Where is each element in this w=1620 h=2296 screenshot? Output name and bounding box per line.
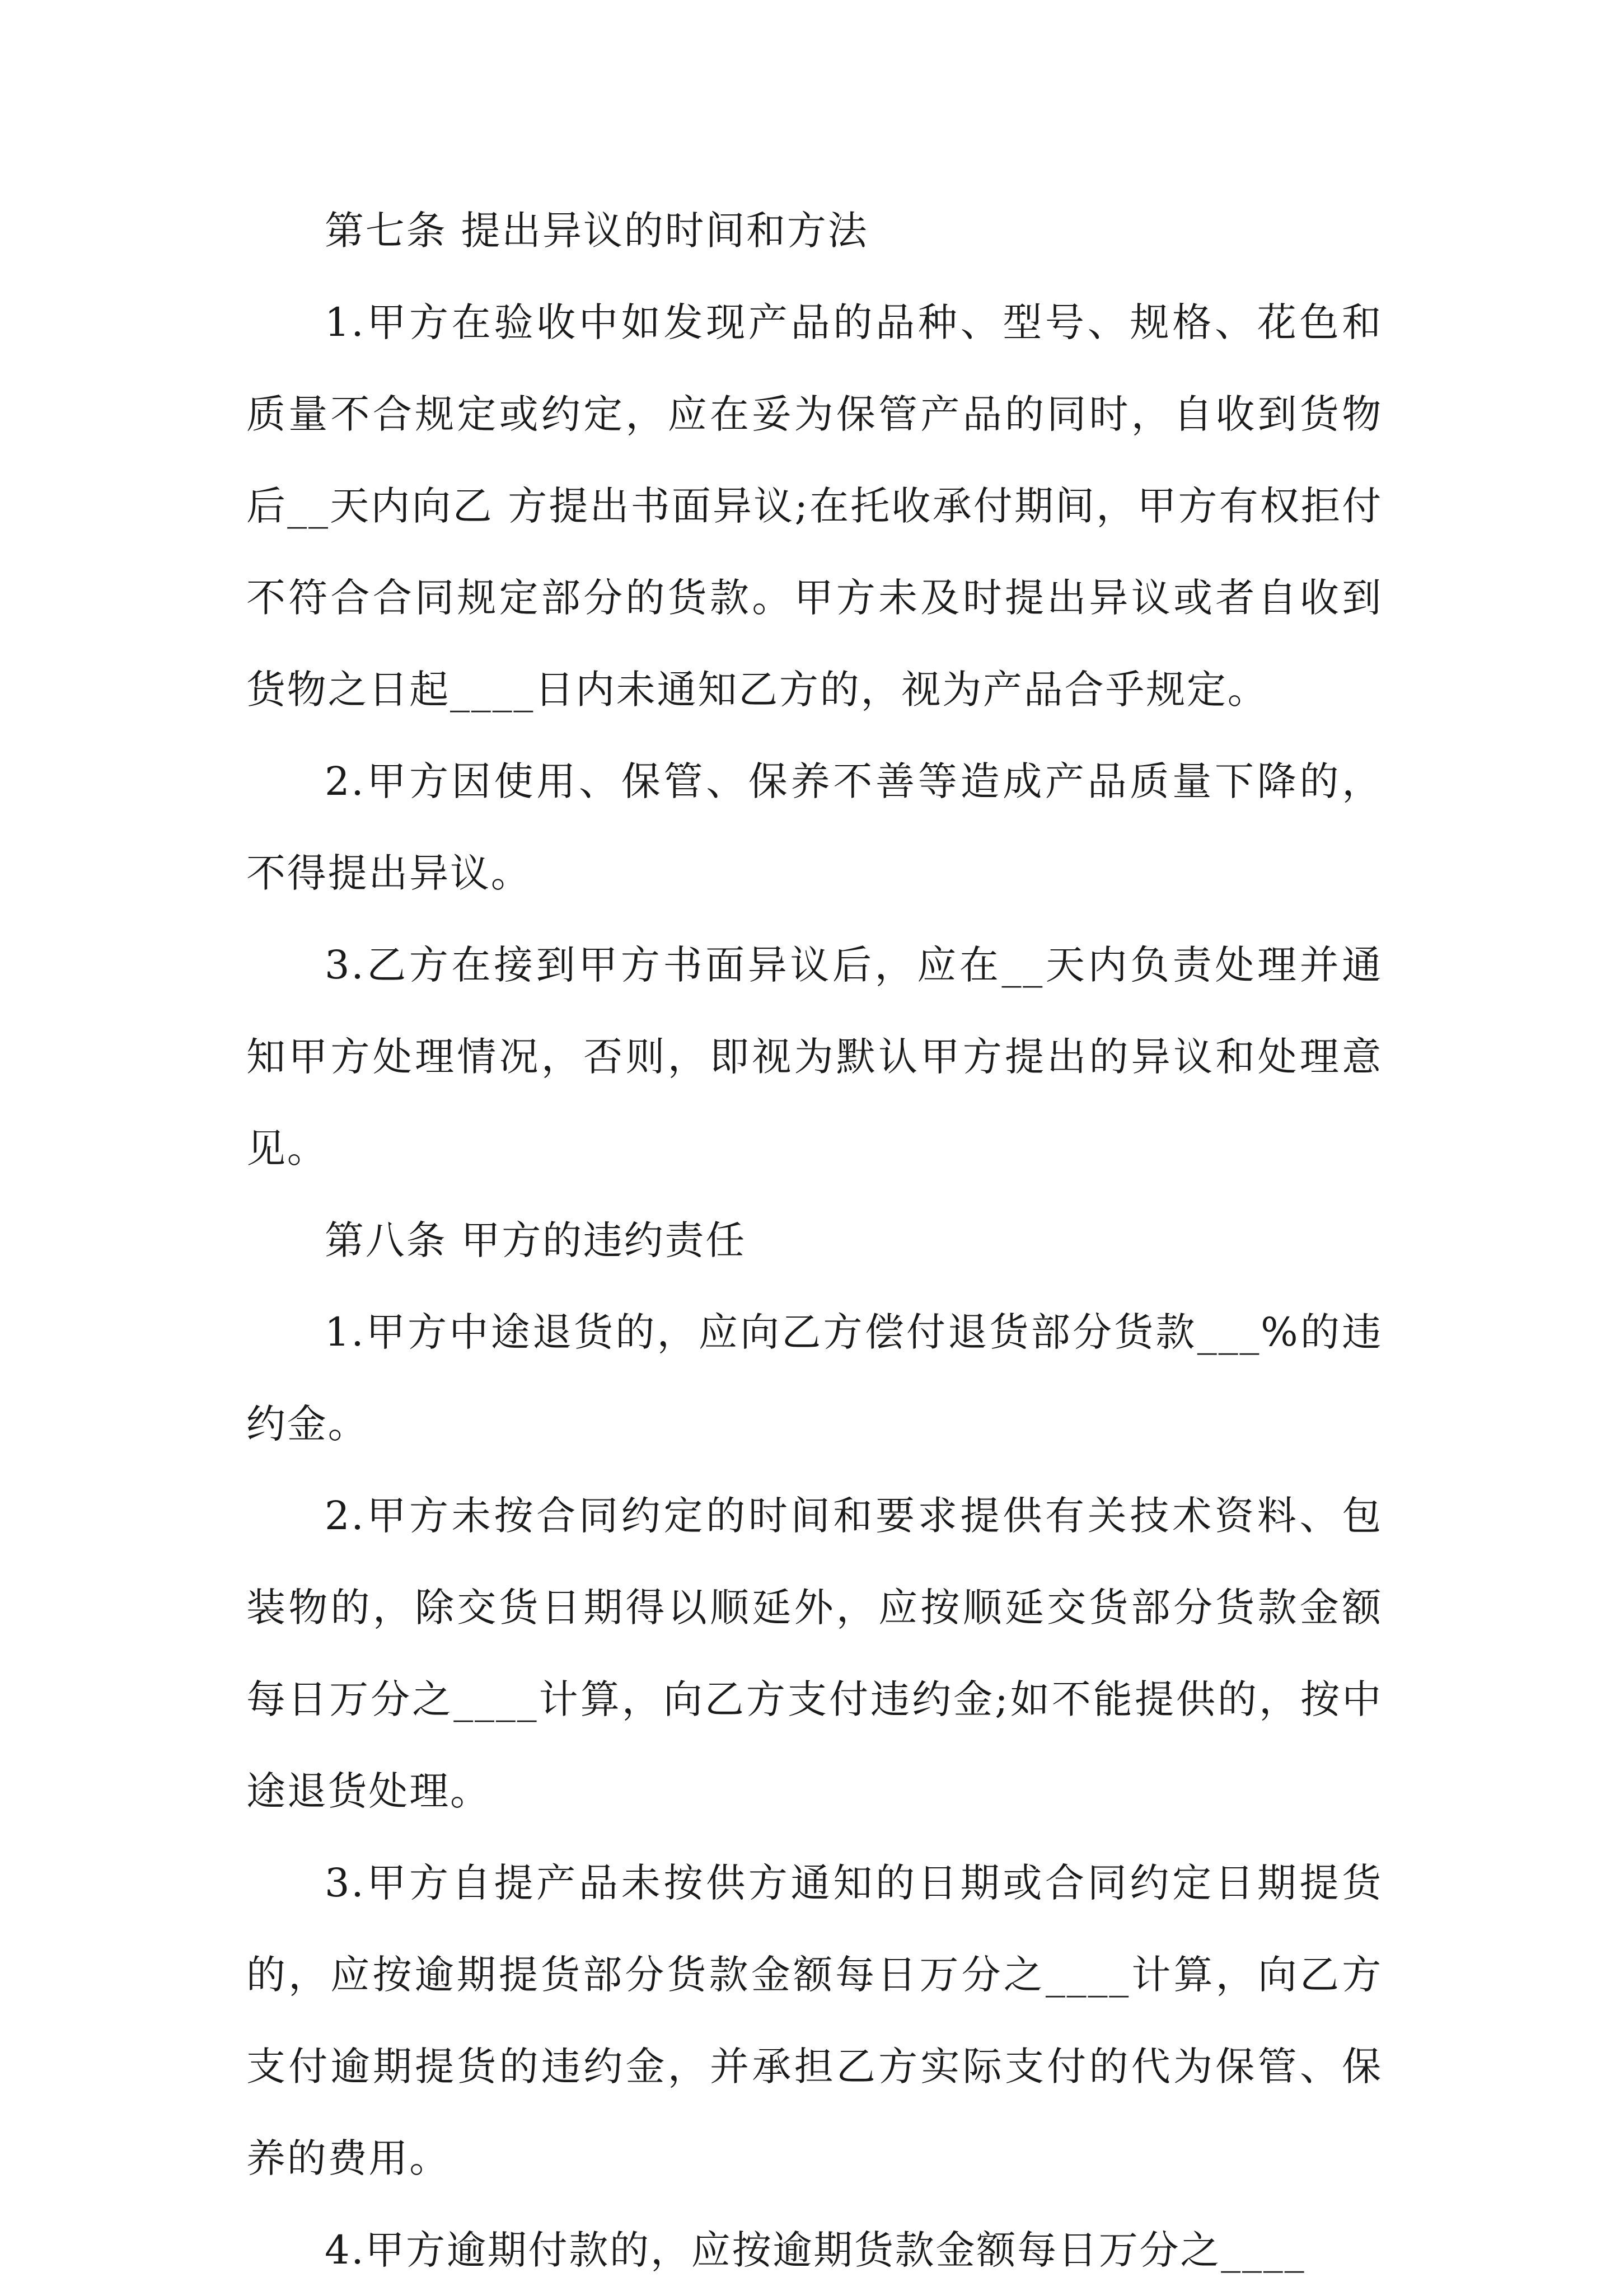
article-7-heading: 第七条 提出异议的时间和方法 (325, 208, 869, 254)
article-8-clause-4: 4.甲方逾期付款的，应按逾期货款金额每日万分之____ (325, 2227, 1306, 2273)
article-7-clause-2: 2.甲方因使用、保管、保养不善等造成产品质量下降的，不得提出异议。 (246, 758, 1383, 896)
article-8-clause-2: 2.甲方未按合同约定的时间和要求提供有关技术资料、包装物的，除交货日期得以顺延外，应按顺延交货部分货款金额每日万分之____计算，向乙方支付违约金;如不能提供的，按中途退货处理。 (246, 1493, 1383, 1814)
article-8-heading: 第八条 甲方的违约责任 (325, 1217, 747, 1263)
article-8-clause-3: 3.甲方自提产品未按供方通知的日期或合同约定日期提货的，应按逾期提货部分货款金额每日万分之____计算，向乙方支付逾期提货的违约金，并承担乙方实际支付的代为保管、保养的费用。 (246, 1860, 1383, 2181)
article-8-clause-1: 1.甲方中途退货的，应向乙方偿付退货部分货款___%的违约金。 (246, 1309, 1383, 1447)
article-7-clause-3: 3.乙方在接到甲方书面异议后，应在__天内负责处理并通知甲方处理情况，否则，即视为默认甲方提出的异议和处理意见。 (246, 942, 1383, 1172)
document-page (246, 185, 1383, 2296)
article-7-clause-1: 1.甲方在验收中如发现产品的品种、型号、规格、花色和质量不合规定或约定，应在妥为保管产品的同时，自收到货物后__天内向乙 方提出书面异议;在托收承付期间，甲方有权拒付不符合合同规定部分的货款。甲方未及时提出异议或者自收到货物之日起____日内未通知乙方的，视为产品合乎规定。 (246, 299, 1383, 713)
